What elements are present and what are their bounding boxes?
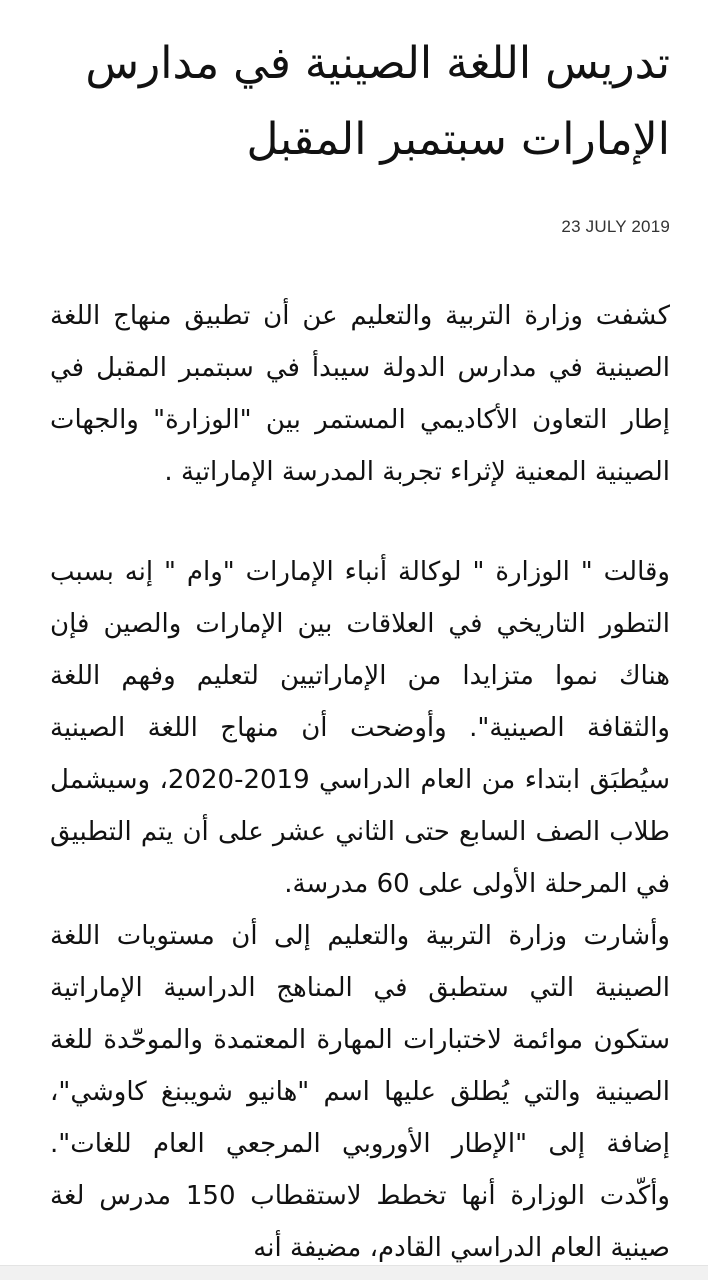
- article-paragraph: وقالت " الوزارة " لوكالة أنباء الإمارات "وام " إنه بسبب التطور التاريخي في العلاقات بين الإمارات والصين فإن هناك نموا متزايدا من الإماراتيين لتعليم وفهم اللغة والثقافة الصينية". وأوضحت أن منهاج اللغة الصينية سيُطبَق ابتداء من العام الدراسي 2019-2020، وسيشمل طلاب الصف السابع حتى الثاني عشر على أن يتم التطبيق في المرحلة الأولى على 60 مدرسة.: [50, 557, 670, 899]
- article-body: [50, 290, 670, 1265]
- article-paragraph: وأشارت وزارة التربية والتعليم إلى أن مستويات اللغة الصينية التي ستطبق في المناهج الدراسية الإماراتية ستكون موائمة لاختبارات المهارة المعتمدة والموحّدة للغة الصينية والتي يُطلق عليها اسم "هانيو شويبنغ كاوشي"، إضافة إلى "الإطار الأوروبي المرجعي العام للغات". وأكّدت الوزارة أنها تخطط لاستقطاب 150 مدرس لغة صينية العام الدراسي القادم، مضيفة أنه: [50, 921, 670, 1263]
- bottom-bar: [0, 1265, 708, 1280]
- article-title: تدريس اللغة الصينية في مدارس الإمارات سبتمبر المقبل: [85, 38, 670, 165]
- article-paragraph: كشفت وزارة التربية والتعليم عن أن تطبيق منهاج اللغة الصينية في مدارس الدولة سيبدأ في سبتمبر المقبل في إطار التعاون الأكاديمي المستمر بين "الوزارة" والجهات الصينية المعنية لإثراء تجربة المدرسة الإماراتية .: [50, 301, 670, 487]
- article-date: 23 JULY 2019: [561, 217, 670, 236]
